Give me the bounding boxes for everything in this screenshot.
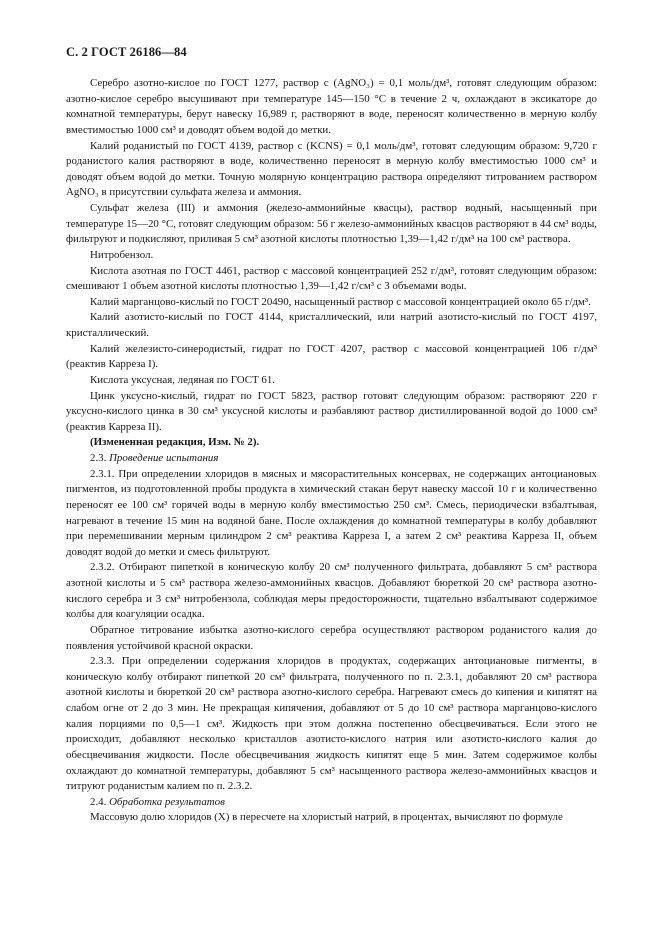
section-title: Обработка результатов: [109, 795, 225, 808]
paragraph-p18: Массовую долю хлоридов (X) в пересчете на хлористый натрий, в процентах, вычисляют по формуле: [90, 811, 563, 824]
document-body: [66, 76, 597, 826]
paragraph-p14: 2.3.2. Отбирают пипеткой в коническую колбу 20 см³ полученного фильтрата, добавляют 5 см³ раствора азотной кислоты и 5 см³ раствора железо-аммонийных квасцов. Добавляют бюреткой 20 см³ раствора азотно-кислого серебра и 3 см³ нитробензола, соблюдая меры предосторожности, тщательно взбалтывают содержимое колбы для коагуляции осадка.: [66, 561, 597, 621]
paragraph-p16: 2.3.3. При определении содержания хлоридов в продуктах, содержащих антоциановые пигменты, в коническую колбу отбирают пипеткой 20 см³ фильтрата, полученного по п. 2.3.1, добавляют 20 см³ раствора азотной кислоты и бюреткой 20 см³ раствора азотно-кислого серебра. Нагревают смесь до кипения и кипятят на слабом огне от 2 до 3 мин. Не прекращая кипячения, добавляют от 5 до 10 см³ раствора марганцово-кислого калия порциями по 0,5—1 см³. Жидкость при этом должна постепенно обесцвечиваться. Если этого не происходит, добавляют несколько кристаллов азотисто-кислого натрия или азотисто-кислого калия до обесцвечивания жидкости. После обесцвечивания жидкость кипятят еще 5 мин. Затем содержимое колбы охлаждают до комнатной температуры, добавляют 5 см³ насыщенного раствора железо-аммонийных квасцов и титруют роданистым калием по п. 2.3.2.: [66, 655, 597, 793]
paragraph-p4: Нитробензол.: [90, 248, 154, 261]
paragraph-p8: Калий железисто-синеродистый, гидрат по ГОСТ 4207, раствор с массовой концентрацией 106 г/дм³ (реактив Карреза I).: [66, 342, 597, 371]
paragraph-p15: Обратное титрование избытка азотно-кислого серебра осуществляют раствором роданистого калия до появления устойчивой красной окраски.: [66, 623, 597, 652]
paragraph-p3: Сульфат железа (III) и аммония (железо-аммонийные квасцы), раствор водный, насыщенный при температуре 15—20 °С, готовят следующим образом: 56 г железо-аммонийных квасцов растворяют в 44 см³ воды, фильтруют и подкисляют, приливая 5 см³ азотной кислоты плотностью 1,39—1,42 г/дм³ на 100 см³ раствора.: [66, 202, 597, 246]
section-title: Проведение испытания: [109, 452, 219, 464]
paragraph-p6: Калий марганцово-кислый по ГОСТ 20490, насыщенный раствор с массовой концентрацией около 65 г/дм³.: [90, 295, 591, 308]
paragraph-p9: Кислота уксусная, ледяная по ГОСТ 61.: [90, 373, 276, 386]
paragraph-p12: [66, 451, 597, 467]
paragraph-p5: Кислота азотная по ГОСТ 4461, раствор с массовой концентрацией 252 г/дм³, готовят следующим образом: смешивают 1 объем азотной кислоты плотностью 1,39—1,42 г/см³ с 3 объемами воды.: [66, 264, 597, 293]
paragraph-p7: Калий азотисто-кислый по ГОСТ 4144, кристаллический, или натрий азотисто-кислый по ГОСТ 4197, кристаллический.: [66, 311, 597, 339]
section-number: 2.4.: [90, 795, 110, 808]
paragraph-p10: Цинк уксусно-кислый, гидрат по ГОСТ 5823, раствор готовят следующим образом: растворяют 220 г уксусно-кислого цинка в 30 см³ уксусной кислоты и разбавляют раствор дистиллированной водой до 1000 см³ (реактив Карреза II).: [66, 389, 597, 433]
paragraph-p13: 2.3.1. При определении хлоридов в мясных и мясорастительных консервах, не содержащих антоциановых пигментов, из подготовленной пробы продукта в химический стакан берут навеску массой 10 г и количественно переносят ее 100 см³ горячей воды в мерную колбу вместимостью 250 см³. Смесь, периодически взбалтывая, нагревают в течение 15 мин на водяной бане. После охлаждения до комнатной температуры в колбу добавляют при перемешивании мерным цилиндром 2 см³ реактива Карреза I, а затем 2 см³ реактива Карреза II, объем доводят водой до метки и смесь фильтруют.: [66, 467, 597, 558]
paragraph-p2: Калий роданистый по ГОСТ 4139, раствор c (KCNS) = 0,1 моль/дм³, готовят следующим образом: 9,720 г роданистого калия растворяют в воде, количественно переносят в мерную колбу вместимостью 1000 см³ и доводят объем водой до метки. Точную молярную концентрацию раствора определяют титрованием раствором AgNO₃ в присутствии сульфата железа и аммония.: [66, 139, 597, 199]
page-header: С. 2 ГОСТ 26186—84: [66, 45, 187, 59]
paragraph-p1: Серебро азотно-кислое по ГОСТ 1277, раствор c (AgNO₃) = 0,1 моль/дм³, готовят следующим образом: азотно-кислое серебро высушивают при температуре 145—150 °С в течение 2 ч, охлаждают в эксикаторе до комнатной температуры, берут навеску 16,989 г, растворяют в воде, переносят количественно в мерную колбу вместимостью 1000 см³ и доводят объем водой до метки.: [66, 77, 597, 136]
paragraph-p11: (Измененная редакция, Изм. № 2).: [90, 436, 260, 449]
paragraph-p17: [66, 795, 597, 811]
section-number: 2.3.: [90, 452, 110, 464]
